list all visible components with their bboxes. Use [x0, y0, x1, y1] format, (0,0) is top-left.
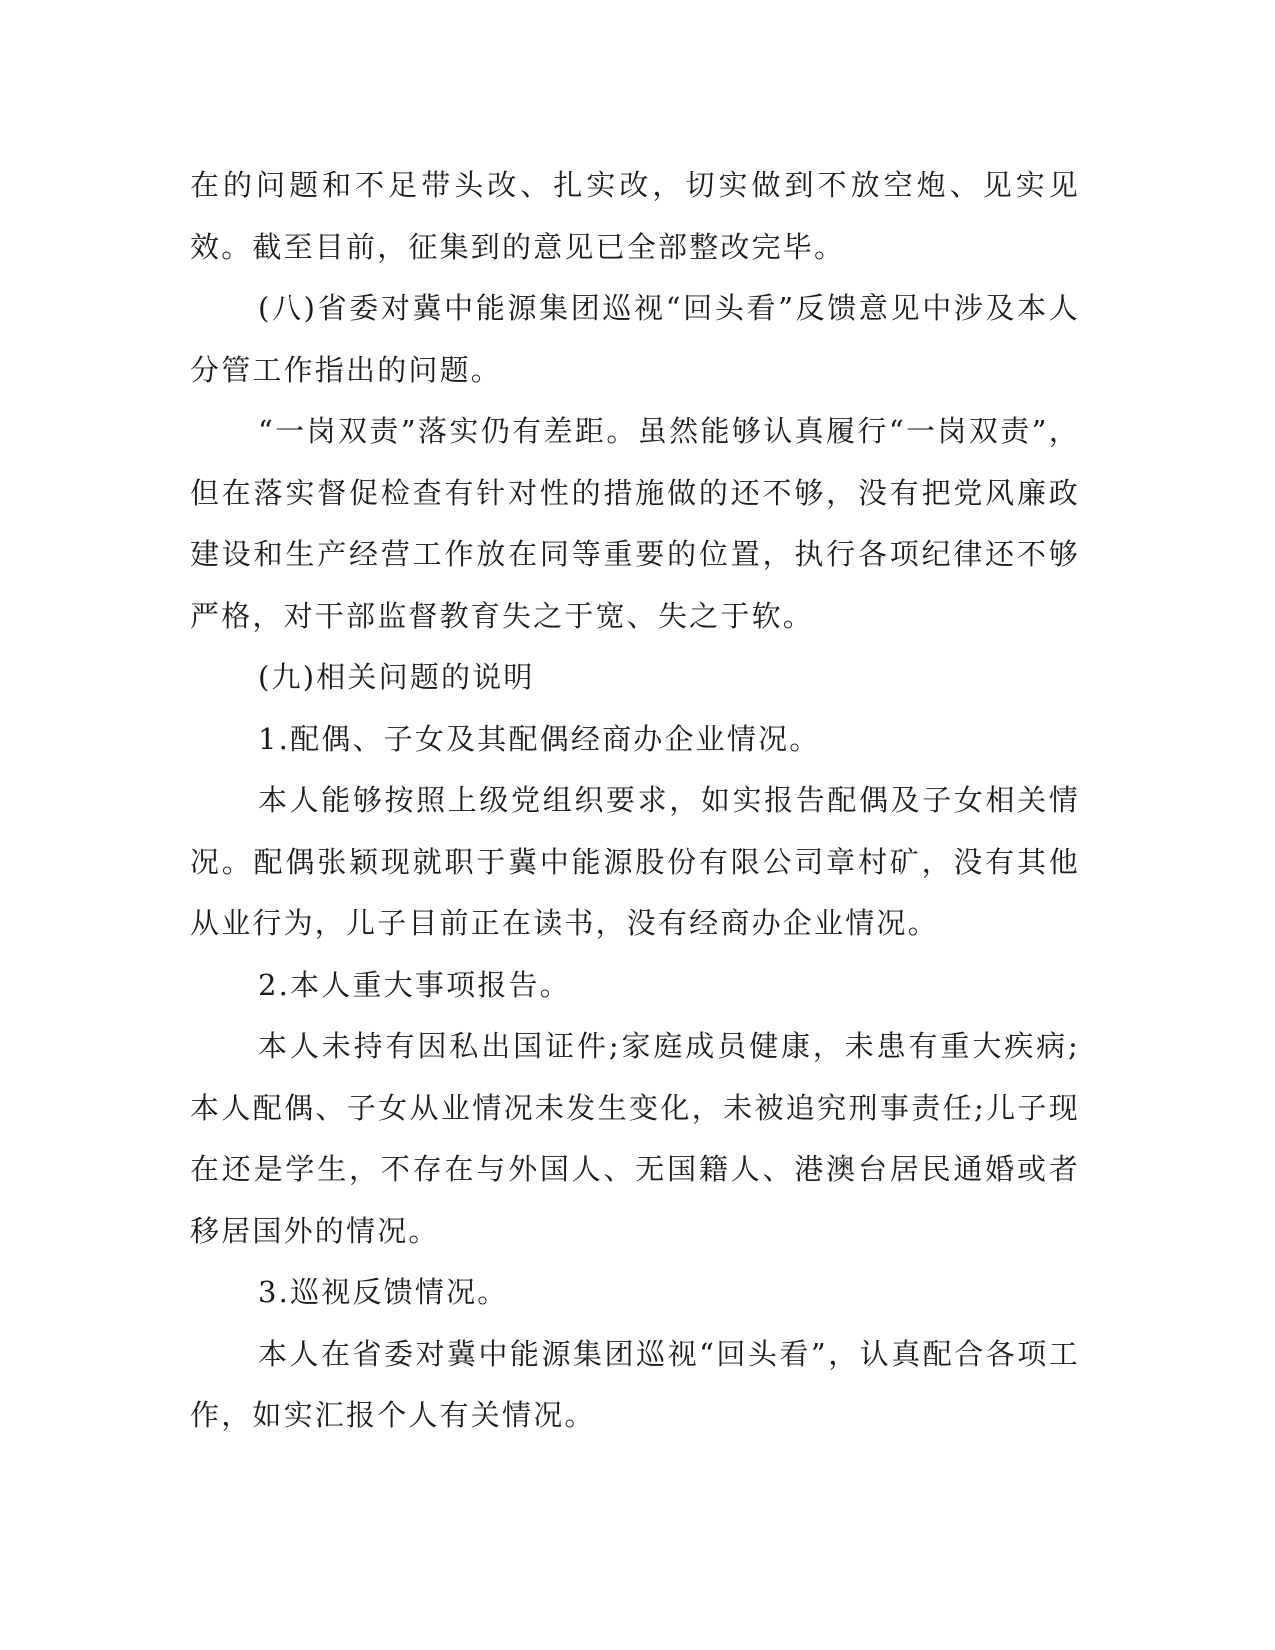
section-heading-eight: (八)省委对冀中能源集团巡视“回头看”反馈意见中涉及本人分管工作指出的问题。	[190, 291, 1080, 387]
subheading-major-matters: 2.本人重大事项报告。	[258, 967, 571, 1002]
paragraph-responsibility: “一岗双责”落实仍有差距。虽然能够认真履行“一岗双责”，但在落实督促检查有针对性的措施做的还不够，没有把党风廉政建设和生产经营工作放在同等重要的位置，执行各项纪律还不够严格，对干部监督教育失之于宽、失之于软。	[190, 414, 1080, 633]
subheading-inspection-feedback: 3.巡视反馈情况。	[258, 1275, 509, 1309]
paragraph-spouse-business: 本人能够按照上级党组织要求，如实报告配偶及子女相关情况。配偶张颖现就职于冀中能源股份有限公司章村矿，没有其他从业行为，儿子目前正在读书，没有经商办企业情况。	[190, 783, 1080, 940]
paragraph-major-matters: 本人未持有因私出国证件;家庭成员健康，未患有重大疾病;本人配偶、子女从业情况未发生变化，未被追究刑事责任;儿子现在还是学生，不存在与外国人、无国籍人、港澳台居民通婚或者移居国外的情况。	[190, 1029, 1080, 1248]
paragraph-inspection-feedback: 本人在省委对冀中能源集团巡视“回头看”，认真配合各项工作，如实汇报个人有关情况。	[190, 1336, 1080, 1432]
section-heading-nine: (九)相关问题的说明	[258, 660, 535, 694]
paragraph-continuation: 在的问题和不足带头改、扎实改，切实做到不放空炮、见实见效。截至目前，征集到的意见已全部整改完毕。	[190, 168, 1080, 264]
subheading-spouse-business: 1.配偶、子女及其配偶经商办企业情况。	[258, 721, 821, 756]
document-body	[190, 155, 1080, 1447]
